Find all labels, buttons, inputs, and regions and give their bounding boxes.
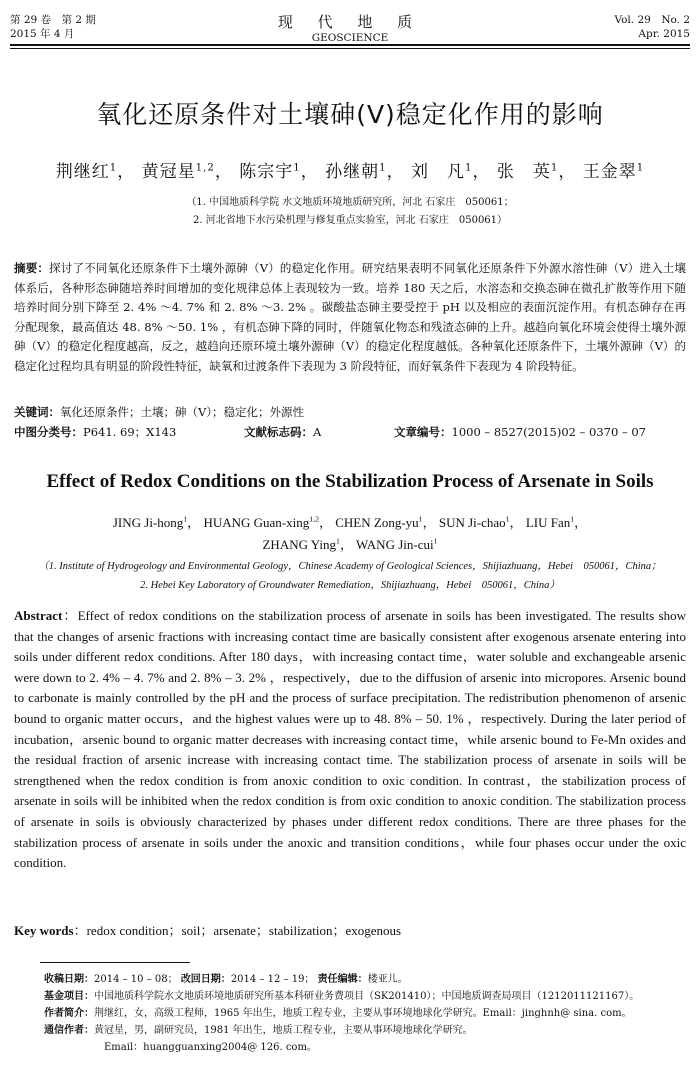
abstract-cn [14,259,686,377]
footnote-author-bio: 作者简介：荆继红，女，高级工程师，1965 年出生，地质工程专业，主要从事环境地球化学研究。Email：jinghnh@ sina. com。 [44,1008,632,1019]
author-cn-3: 陈宗宇$^1$， [239,162,319,182]
keywords-cn [14,403,686,423]
abstract-en-label: Abstract [14,608,63,623]
footnote-dates: 收稿日期：2014 – 10 – 08； 改回日期：2014 – 12 – 19； 责任编辑：楼亚儿。 [44,974,408,985]
footnotes [44,971,690,1056]
date-cn: 2015 年 4 月 [10,28,75,40]
affiliation-en-1: （1. Institute of Hydrogeology and Environmental Geology，Chinese Academy of Geological Sciences，Shijiazhuang，Hebei 050061，China； [38,561,662,572]
author-en-4: SUN Ji-chao$^1$， [438,514,523,530]
author-cn-6: 张 英$^1$， [496,162,577,182]
affiliation-cn-1: （1. 中国地质科学院 水文地质环境地质研究所，河北 石家庄 050061； [186,197,514,208]
author-en-6: ZHANG Ying$^1$， [262,536,353,552]
author-cn-2: 黄冠星$^{1,2}$， [141,162,233,182]
footnote-funding: 基金项目：中国地质科学院水文地质环境地质研究所基本科研业务费项目（SK201410）；中国地质调查局项目（1212011121167）。 [44,991,640,1002]
affiliations-en [8,557,692,595]
abstract-cn-text: 探讨了不同氧化还原条件下土壤外源砷（Ⅴ）的稳定化作用。研究结果表明不同氧化还原条件下外源水溶性砷（Ⅴ）进入土壤体系后，各种形态砷随培养时间增加的变化规律总体上表现较为一致。培养 180 天之后，水溶态和交换态砷在微孔扩散等作用下随培养时间分别下降至 2. 4% ～4. 7% 和 2. 8% ～3. 2% 。碳酸盐态砷主要受控于 pH 以及相应的表面沉淀作用。有机态砷存在再分配现象，最高值达 48. 8% ～50. 1% ，有机态砷下降的同时，伴随氧化物态和残渣态砷的上升。越趋向氧化环境会使得土壤外源砷（Ⅴ）的稳定化程度越高，反之，越趋向还原环境土壤外源砷（Ⅴ）的稳定化程度越低。各种氧化还原条件下，土壤外源砷（Ⅴ）的稳定化过程均具有明显的阶段性特征，缺氧和过渡条件下表现为 3 阶段特征，而好氧条件下表现为 4 阶段特征。 [14,261,687,373]
affiliations-cn [10,194,690,230]
author-en-1: JING Ji-hong$^1$， [112,514,201,530]
keywords-en-text: ：redox condition；soil；arsenate；stabilization；exogenous [73,923,402,938]
article-title-cn: 氧化还原条件对土壤砷(Ⅴ)稳定化作用的影响 [96,100,604,129]
volume-cn: 第 29 卷 第 2 期 [10,14,96,26]
document-code: 文献标志码：A [244,425,322,439]
header-rule-thin [10,48,690,49]
clc-code: 中图分类号：P641. 69；X143 [14,425,177,439]
author-cn-7: 王金翠$^1$ [582,162,645,182]
author-list-en-line1 [10,512,690,531]
author-en-7: WANG Jin-cui$^1$ [355,536,438,552]
author-en-2: HUANG Guan-xing$^{1,2}$， [203,514,332,530]
volume-issue-cn [10,13,96,41]
volume-issue-en [614,13,690,41]
volume-en: Vol. 29 No. 2 [614,14,690,26]
classification-line [14,423,686,443]
date-en: Apr. 2015 [638,28,690,40]
affiliation-cn-2: 2. 河北省地下水污染机理与修复重点实验室，河北 石家庄 050061） [192,215,508,226]
keywords-cn-text: 氧化还原条件；土壤；砷（Ⅴ）；稳定化；外源性 [60,405,305,419]
footnote-rule [40,962,190,963]
author-en-5: LIU Fan$^1$， [525,514,588,530]
journal-name [200,11,500,44]
abstract-cn-label: 摘要： [14,261,50,275]
keywords-en [14,921,686,942]
author-cn-5: 刘 凡$^1$， [411,162,491,182]
header-rule-thick [10,44,690,46]
author-en-3: CHEN Zong-$yu^1$， [335,514,436,530]
journal-name-cn: 现 代 地 质 [277,13,423,31]
abstract-en [14,606,686,874]
article-title-en: Effect of Redox Conditions on the Stabilization Process of Arsenate in Soils [46,471,654,492]
abstract-en-text: ：Effect of redox conditions on the stabilization process of arsenate in soils has been investigated. The results show that the changes of arsenic fractions with increasing contact time are basically consistent after exogenous arsenate entering into soils under different redox conditions. After 180 days，with increasing contact time，water soluble and exchangeable arsenic were down to 2. 4% – 4. 7% and 2. 8% – 3. 2% ，respectively，due to the diffusion of arsenic into micropores. Arsenic bound to carbonate is mainly controlled by the pH and the process of surface precipitation. The redistribution phenomenon of arsenic bound to organic matter occurs，and the highest values were up to 48. 8% – 50. 1% ，respectively. During the later period of incubation，arsenic bound to organic matter decreases with increasing contact time，while arsenic bound to Fe-Mn oxides and the residual fraction of arsenic increase with increasing contact time. The stabilization process of arsenate in soils will be strengthened when the redox condition is from anoxic condition to oxic condition. In contrast，the stabilization process of arsenate in soils will be inhibited when the redox condition is from oxic condition to anoxic condition. The stabilization process of arsenate in soils is obviously characterized by phases under different redox conditions. There are three phases for the stabilization process of arsenate in soils under the anoxic and transition conditions，while four phases occur under the oxic condition. [14,608,687,871]
affiliation-en-2: 2. Hebei Key Laboratory of Groundwater Remediation，Shijiazhuang，Hebei 050061，China） [140,580,560,591]
author-cn-1: 荆继红$^1$， [55,162,136,182]
keywords-en-label: Key words [14,923,74,938]
article-number: 文章编号：1000 – 8527(2015)02 – 0370 – 07 [394,425,646,439]
author-list-cn [10,157,690,182]
author-list-en-line2 [10,534,690,553]
footnote-corresponding-email: Email：huangguanxing2004@ 126. com。 [104,1042,317,1053]
keywords-cn-label: 关键词： [14,405,60,419]
author-cn-4: 孙继朝$^1$， [325,162,405,182]
footnote-corresponding: 通信作者：黄冠星，男，副研究员，1981 年出生，地质工程专业，主要从事环境地球化学研究。 [44,1025,473,1036]
journal-name-en: GEOSCIENCE [311,32,389,44]
